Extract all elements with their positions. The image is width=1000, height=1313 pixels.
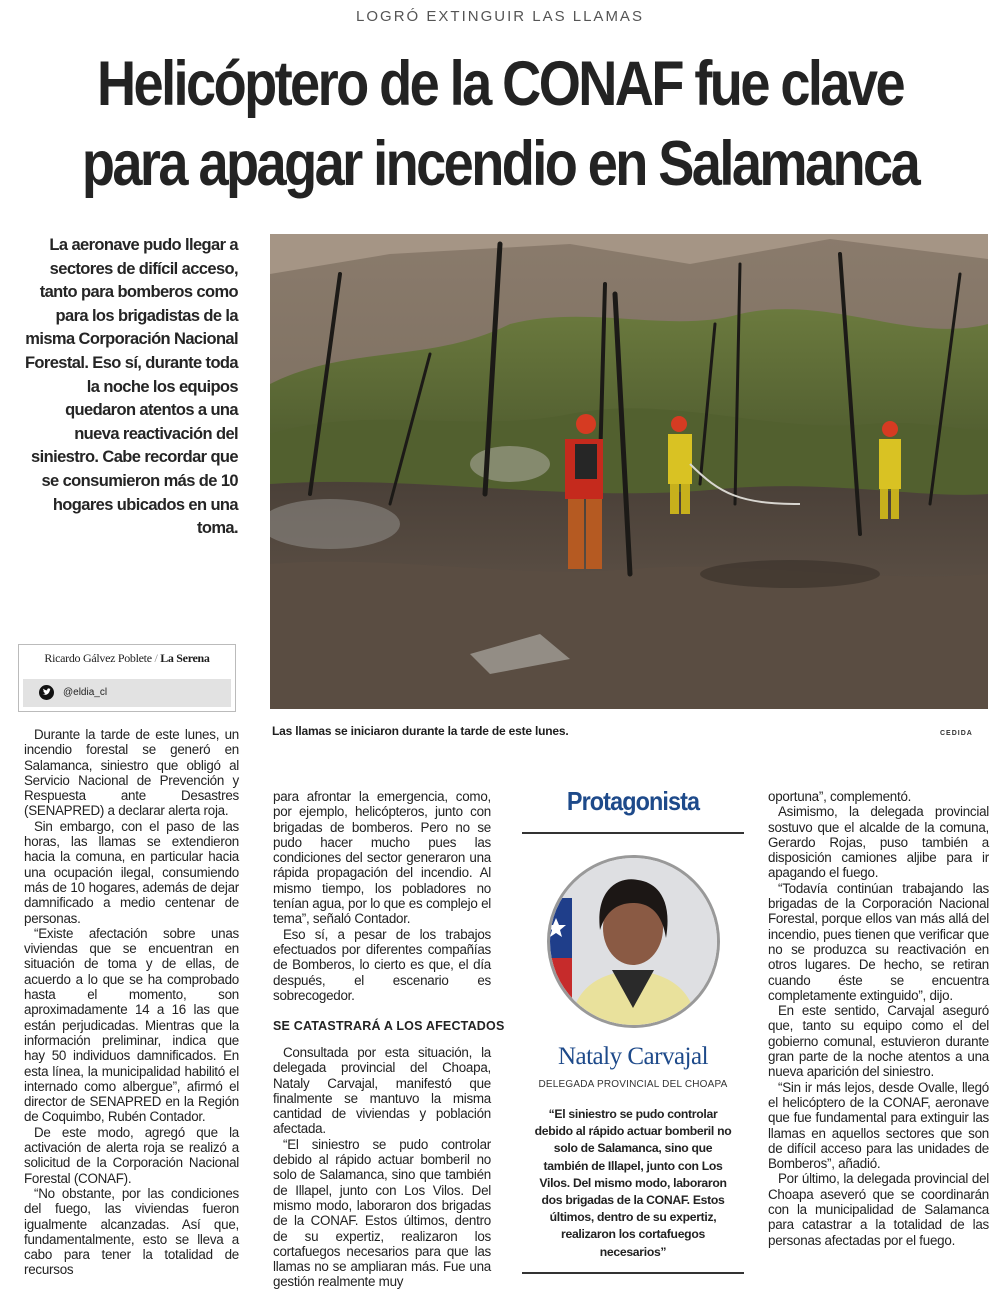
byline-author: Ricardo Gálvez Poblete xyxy=(44,651,152,665)
protagonista-title: Protagonista xyxy=(566,786,700,816)
column-4 xyxy=(768,789,989,1248)
paragraph: Asimismo, la delegada provincial sostuvo que el alcalde de la comuna, Gerardo Rojas, puso también a disposición camiones aljibe para ir apagando el fuego. xyxy=(768,804,989,881)
twitter-bar xyxy=(23,679,231,707)
photo-caption: Las llamas se iniciaron durante la tarde de este lunes. xyxy=(272,724,569,738)
paragraph: Por último, la delegada provincial del Choapa aseveró que se coordinarán con la municipalidad de Salamanca para catastrar a la totalidad de las personas afectadas por el fuego. xyxy=(768,1171,989,1248)
photo-credit: CEDIDA xyxy=(940,730,973,737)
paragraph: “No obstante, por las condiciones del fuego, las viviendas fueron igualmente alcanzadas. Así que, fundamentalmente, esto se lleva a cabo para tener la totalidad de recursos xyxy=(24,1185,239,1278)
paragraph: En este sentido, Carvajal aseguró que, tanto su equipo como el del gobierno comunal, estuvieron durante gran parte de la noche atentos a una nueva aparición del siniestro. xyxy=(768,1003,989,1080)
column-2b xyxy=(273,1045,491,1290)
byline xyxy=(19,651,235,666)
paragraph: Sin embargo, con el paso de las horas, las llamas se extendieron hacia la comuna, en particular hacia una ocupación ilegal, consumiendo más de 10 hogares, además de dejar damnificado a medio centenar de personas. xyxy=(24,818,239,926)
subhead: SE CATASTRARÁ A LOS AFECTADOS xyxy=(273,1019,505,1033)
headline-line-1: Helicóptero de la CONAF fue clave xyxy=(96,49,904,119)
paragraph: Consultada por esta situación, la delegada provincial del Choapa, Nataly Carvajal, manifestó que finalmente se mantuvo la misma cantidad de viviendas y población afectada. xyxy=(273,1045,491,1137)
paragraph: “Existe afectación sobre unas viviendas que se encuentran en situación de toma y de ellas, de acuerdo a lo que se ha comprobado hasta el momento, son aproximadamente 14 a 16 las que están perjudicadas. Mientras que la información preliminar, indica que hay 50 individuos damnificados. En esta línea, la municipalidad habilitó el internado como albergue”, afirmó el director de SENAPRED en la Región de Coquimbo, Rubén Contador. xyxy=(24,925,239,1125)
column-1 xyxy=(24,727,239,1278)
paragraph: Eso sí, a pesar de los trabajos efectuados por diferentes compañías de Bomberos, lo cierto es que, el día después, el escenario es sobrecogedor. xyxy=(273,926,491,1003)
portrait-photo xyxy=(547,855,720,1028)
protagonista-name: Nataly Carvajal xyxy=(557,1043,709,1070)
paragraph: “Sin ir más lejos, desde Ovalle, llegó el helicóptero de la CONAF, aeronave que fue fundamental para extinguir las llamas en aquellos sectores que son de difícil acceso para las unidades de Bomberos”, añadió. xyxy=(768,1079,989,1172)
protagonista-bottom-rule xyxy=(522,1272,744,1274)
paragraph: oportuna”, complementó. xyxy=(768,789,912,804)
byline-box xyxy=(18,644,236,712)
protagonista-divider xyxy=(522,832,744,834)
protagonista-quote: “El siniestro se pudo controlar debido al rápido actuar bomberil no solo de Salamanca, sino que también de Illapel, junto con Los Vilos. Del mismo modo, laboraron dos brigadas de la CONAF. Estos últimos, dentro de su expertiz, realizaron los cortafuegos necesarios” xyxy=(534,1107,732,1259)
byline-separator: / xyxy=(154,651,158,665)
twitter-handle: @eldia_cl xyxy=(63,687,108,698)
twitter-icon xyxy=(39,685,54,700)
byline-city: La Serena xyxy=(160,651,210,665)
paragraph: para afrontar la emergencia, como, por ejemplo, helicópteros, junto con brigadas de bomberos. Pero no se pudo hacer mucho pues las condiciones del sector generaron una rápida propagación del incendio. Al mismo tiempo, los pobladores no tenían agua, por lo que es complejo el tema”, señaló Contador. xyxy=(273,789,491,927)
protagonista-role: DELEGADA PROVINCIAL DEL CHOAPA xyxy=(538,1079,728,1090)
article-photo xyxy=(270,234,988,709)
paragraph: De este modo, agregó que la activación de alerta roja se realizó a solicitud de la Corporación Nacional Forestal (CONAF). xyxy=(24,1124,239,1186)
paragraph: “El siniestro se pudo controlar debido al rápido actuar bomberil no solo de Salamanca, sino que también de Illapel, junto con Los Vilos. Del mismo modo, laboraron dos brigadas de la CONAF. Estos últimos, dentro de su expertiz, realizaron los cortafuegos necesarios para que las llamas no se ampliaran más. Fue una gestión realmente muy xyxy=(273,1136,491,1290)
column-2 xyxy=(273,789,491,1003)
paragraph: “Todavía continúan trabajando las brigadas de la Corporación Nacional Forestal, porque ellos van más allá del incendio, pues tienen que verificar que no se produzca su reactivación en otros lugares. De hecho, se retiran cuando éste se encuentra completamente extinguido”, dijo. xyxy=(768,880,989,1003)
paragraph: Durante la tarde de este lunes, un incendio forestal se generó en Salamanca, siniestro que obligó al Servicio Nacional de Prevención y Respuesta ante Desastres (SENAPRED) a declarar alerta roja. xyxy=(24,727,239,819)
headline xyxy=(70,44,930,204)
deck-summary: La aeronave pudo llegar a sectores de difícil acceso, tanto para bomberos como para los brigadistas de la misma Corporación Nacional Forestal. Eso sí, durante toda la noche los equipos quedaron atentos a una nueva reactivación del siniestro. Cabe recordar que se consumieron más de 10 hogares ubicados en una toma. xyxy=(24,236,238,538)
kicker: LOGRÓ EXTINGUIR LAS LLAMAS xyxy=(356,8,644,25)
headline-line-2: para apagar incendio en Salamanca xyxy=(81,129,919,199)
